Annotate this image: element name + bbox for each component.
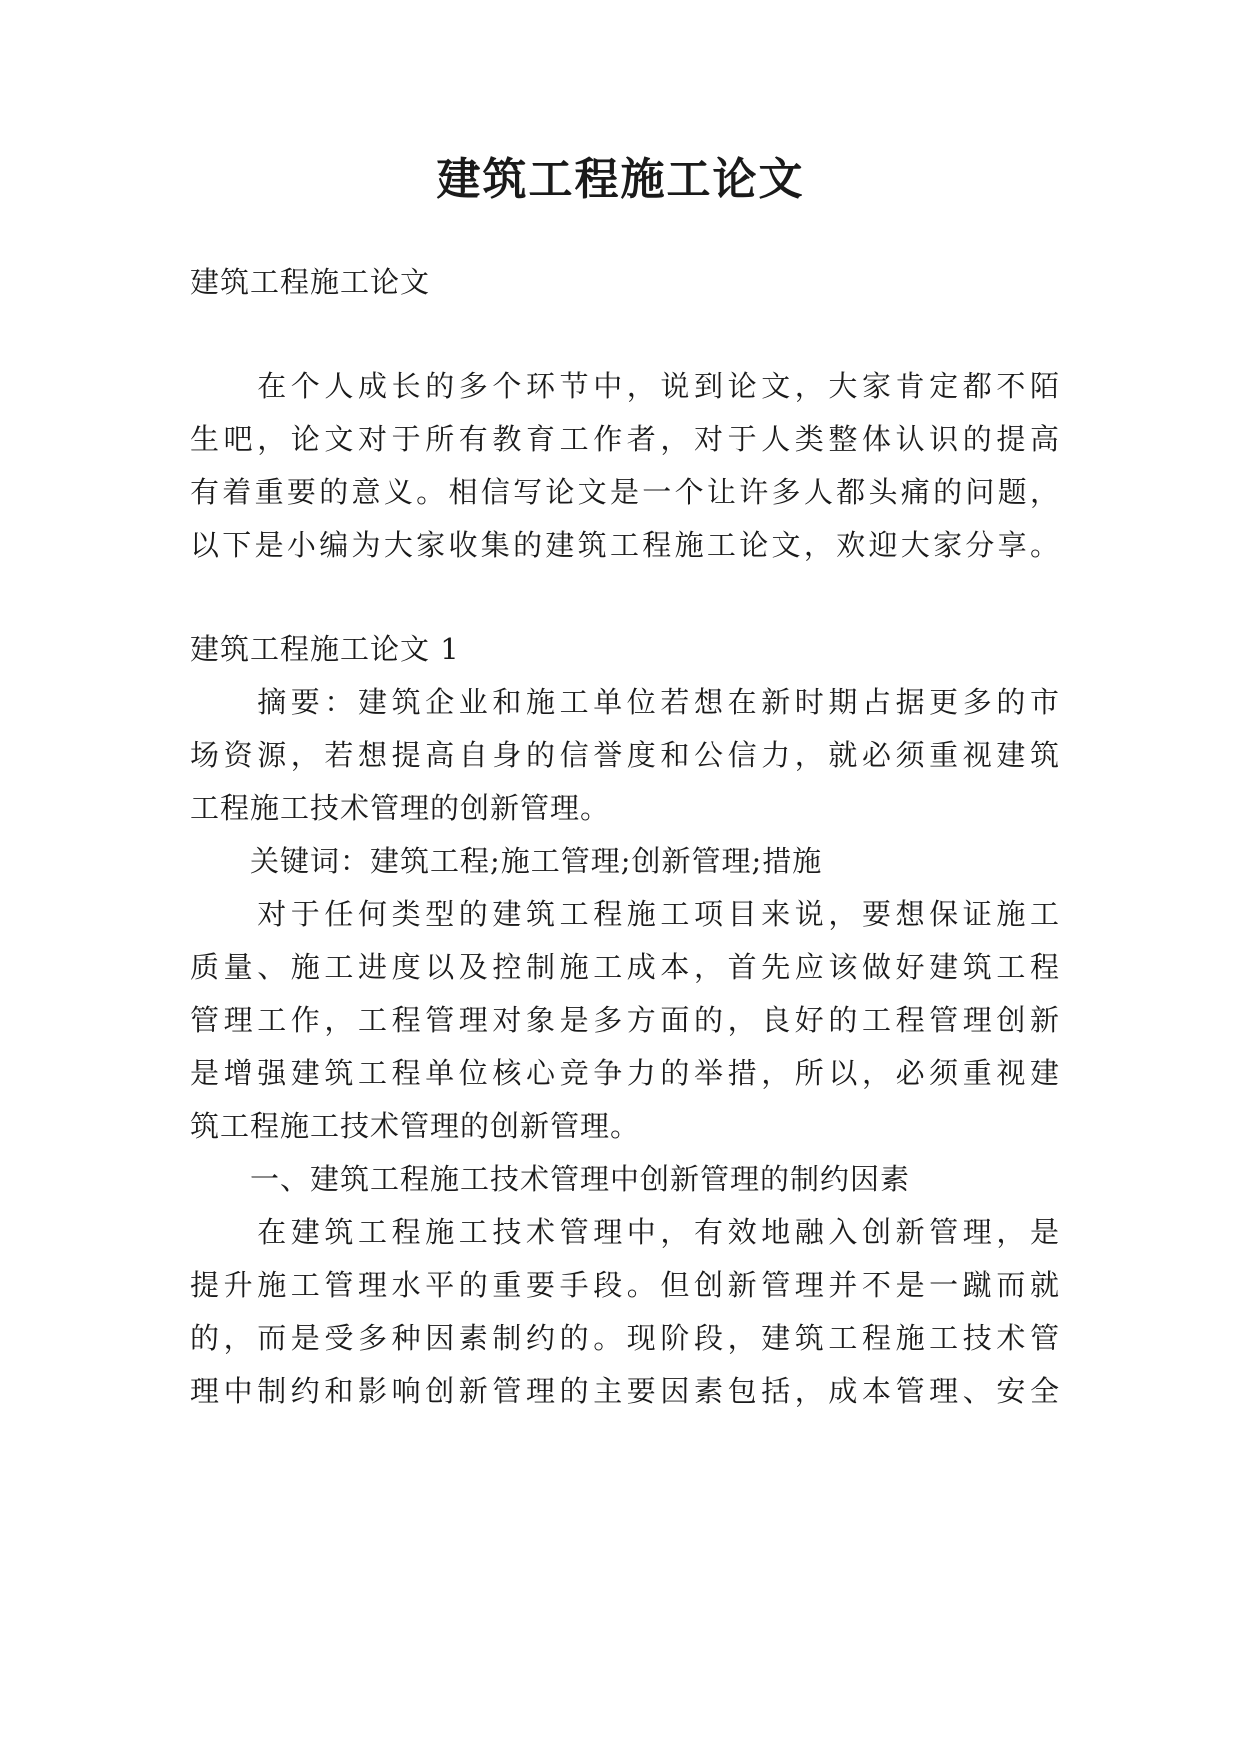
body-line: 提升施工管理水平的重要手段。但创新管理并不是一蹴而就: [190, 1268, 1060, 1302]
body-line: 对于任何类型的建筑工程施工项目来说，要想保证施工: [190, 897, 1060, 931]
body-line: 理中制约和影响创新管理的主要因素包括，成本管理、安全: [190, 1374, 1060, 1408]
document-title: 建筑工程施工论文: [436, 154, 805, 205]
body-line: 在个人成长的多个环节中，说到论文，大家肯定都不陌: [190, 369, 1060, 403]
body-line: 管理工作，工程管理对象是多方面的，良好的工程管理创新: [190, 1003, 1060, 1037]
body-line: 的，而是受多种因素制约的。现阶段，建筑工程施工技术管: [190, 1321, 1060, 1355]
body-line: 在建筑工程施工技术管理中，有效地融入创新管理，是: [190, 1215, 1060, 1249]
body-line: 摘要：建筑企业和施工单位若想在新时期占据更多的市: [190, 685, 1060, 719]
body-line: 场资源，若想提高自身的信誉度和公信力，就必须重视建筑: [190, 738, 1060, 772]
body-line: 工程施工技术管理的创新管理。: [190, 791, 611, 825]
document-subtitle: 建筑工程施工论文: [190, 265, 431, 299]
keywords-line: 关键词：建筑工程;施工管理;创新管理;措施: [190, 844, 823, 878]
body-line: 生吧，论文对于所有教育工作者，对于人类整体认识的提高: [190, 422, 1060, 456]
body-line: 质量、施工进度以及控制施工成本，首先应该做好建筑工程: [190, 950, 1060, 984]
subsection-heading: 一、建筑工程施工技术管理中创新管理的制约因素: [190, 1162, 911, 1196]
body-line: 以下是小编为大家收集的建筑工程施工论文，欢迎大家分享。: [190, 528, 1060, 562]
section-heading: 建筑工程施工论文 1: [190, 632, 460, 666]
body-line: 有着重要的意义。相信写论文是一个让许多人都头痛的问题，: [190, 475, 1060, 509]
body-line: 是增强建筑工程单位核心竞争力的举措，所以，必须重视建: [190, 1056, 1060, 1090]
body-line: 筑工程施工技术管理的创新管理。: [190, 1109, 641, 1143]
